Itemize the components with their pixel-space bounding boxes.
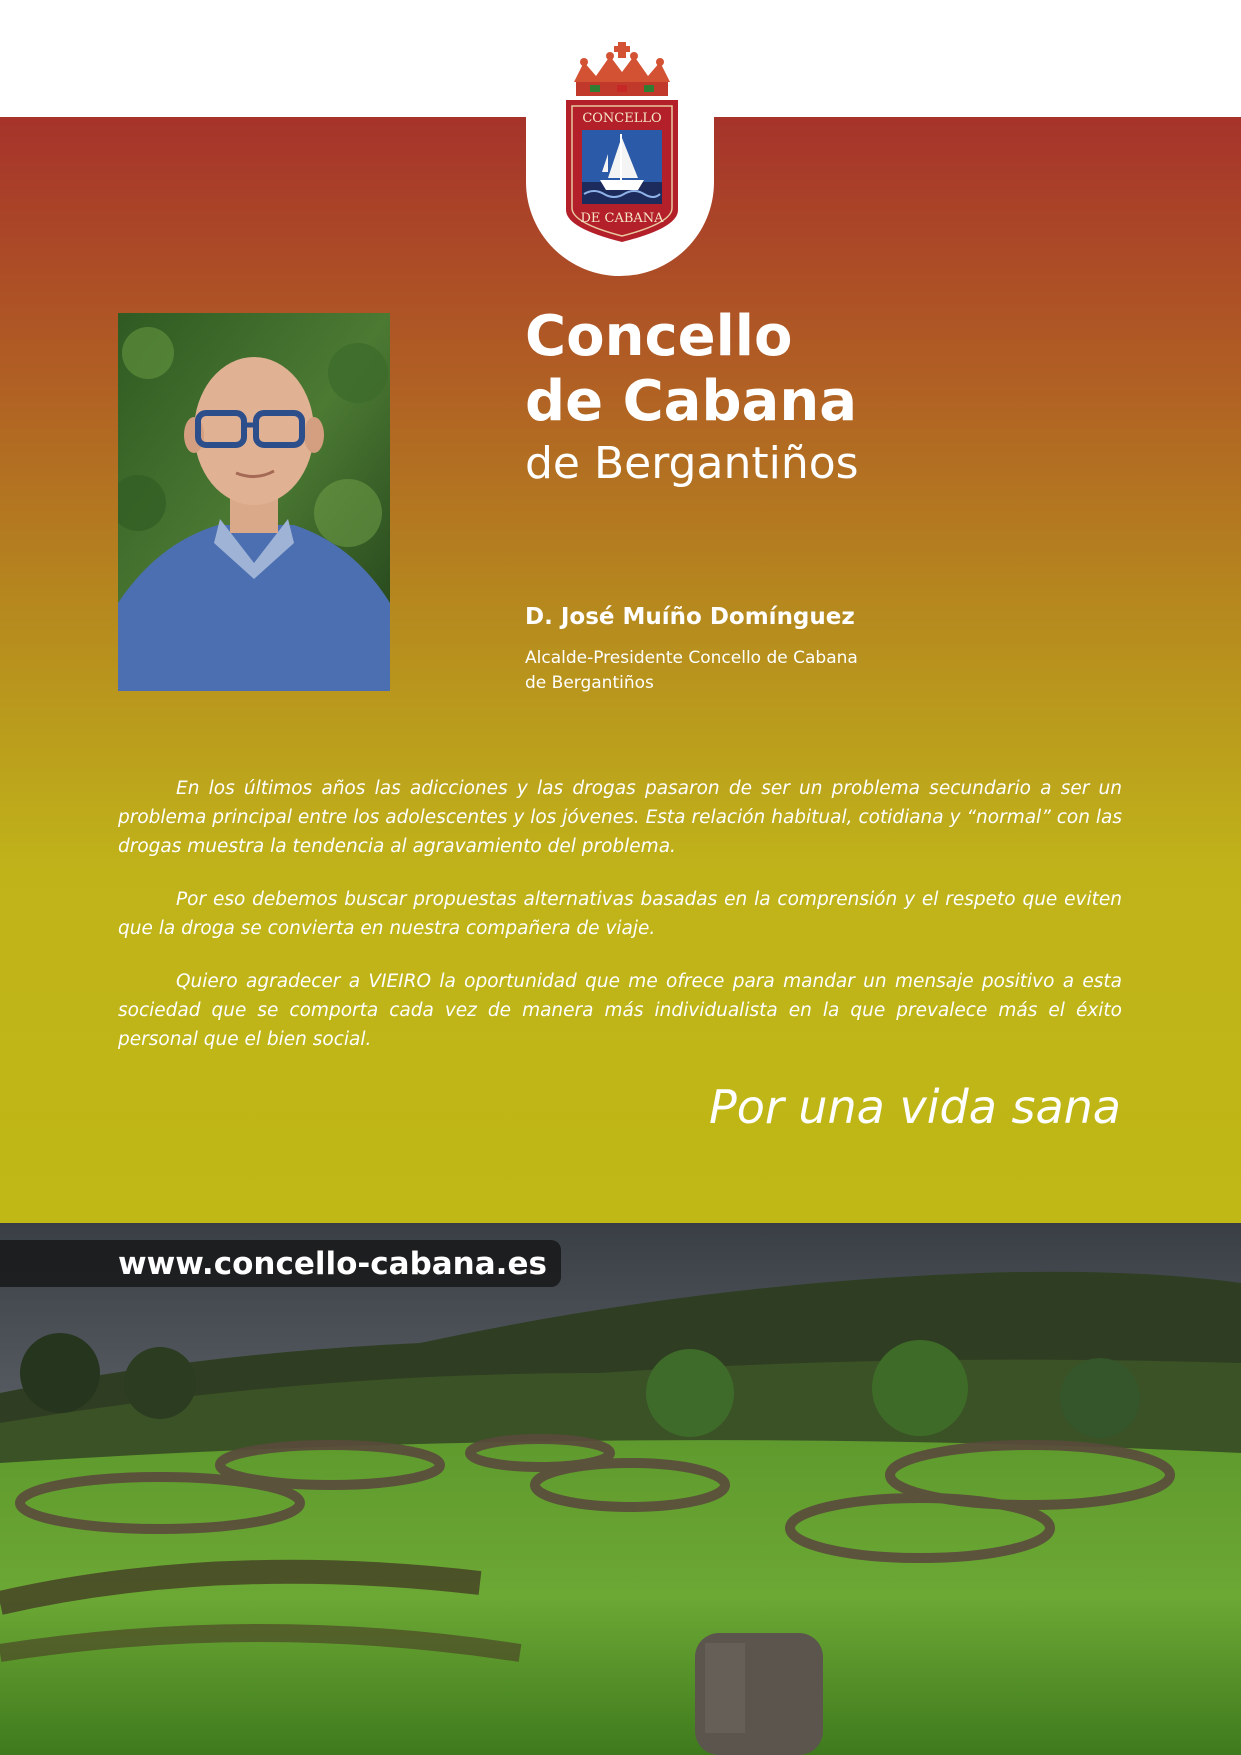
paragraph-1: En los últimos años las adicciones y las drogas pasaron de ser un problema secundario a ser un problema principal entre los adolescentes y los jóvenes. Esta relación habitual, cotidiana y “normal” con las drogas muestra la tendencia al agravamiento del problema. xyxy=(118,778,1122,857)
svg-text:DE CABANA: DE CABANA xyxy=(580,211,664,226)
mayor-portrait-photo xyxy=(118,313,390,691)
mayor-name: D. José Muíño Domínguez xyxy=(525,604,855,630)
title-line-concello: Concello xyxy=(525,304,793,369)
slogan: Por una vida sana xyxy=(708,1080,1121,1134)
mayor-role-line-1: Alcalde-Presidente Concello de Cabana xyxy=(525,648,858,668)
paragraph-3: Quiero agradecer a VIEIRO la oportunidad que me ofrece para mandar un mensaje positivo a esta sociedad que se comporta cada vez de manera más individualista en la que prevalece más el éxito personal que el bien social. xyxy=(118,971,1122,1050)
title-line-de-cabana: de Cabana xyxy=(525,369,857,434)
landscape-ruins-photo xyxy=(0,1223,1241,1755)
mayor-role-line-2: de Bergantiños xyxy=(525,673,654,693)
letter-body xyxy=(118,774,1122,1078)
coat-of-arms-logo xyxy=(560,42,684,244)
mayor-role xyxy=(525,646,858,696)
svg-text:CONCELLO: CONCELLO xyxy=(582,111,662,126)
paragraph-2: Por eso debemos buscar propuestas alternativas basadas en la comprensión y el respeto que eviten que la droga se convierta en nuestra compañera de viaje. xyxy=(118,889,1122,939)
subtitle-de-bergantinos: de Bergantiños xyxy=(525,438,859,489)
website-url: www.concello-cabana.es xyxy=(118,1246,547,1282)
